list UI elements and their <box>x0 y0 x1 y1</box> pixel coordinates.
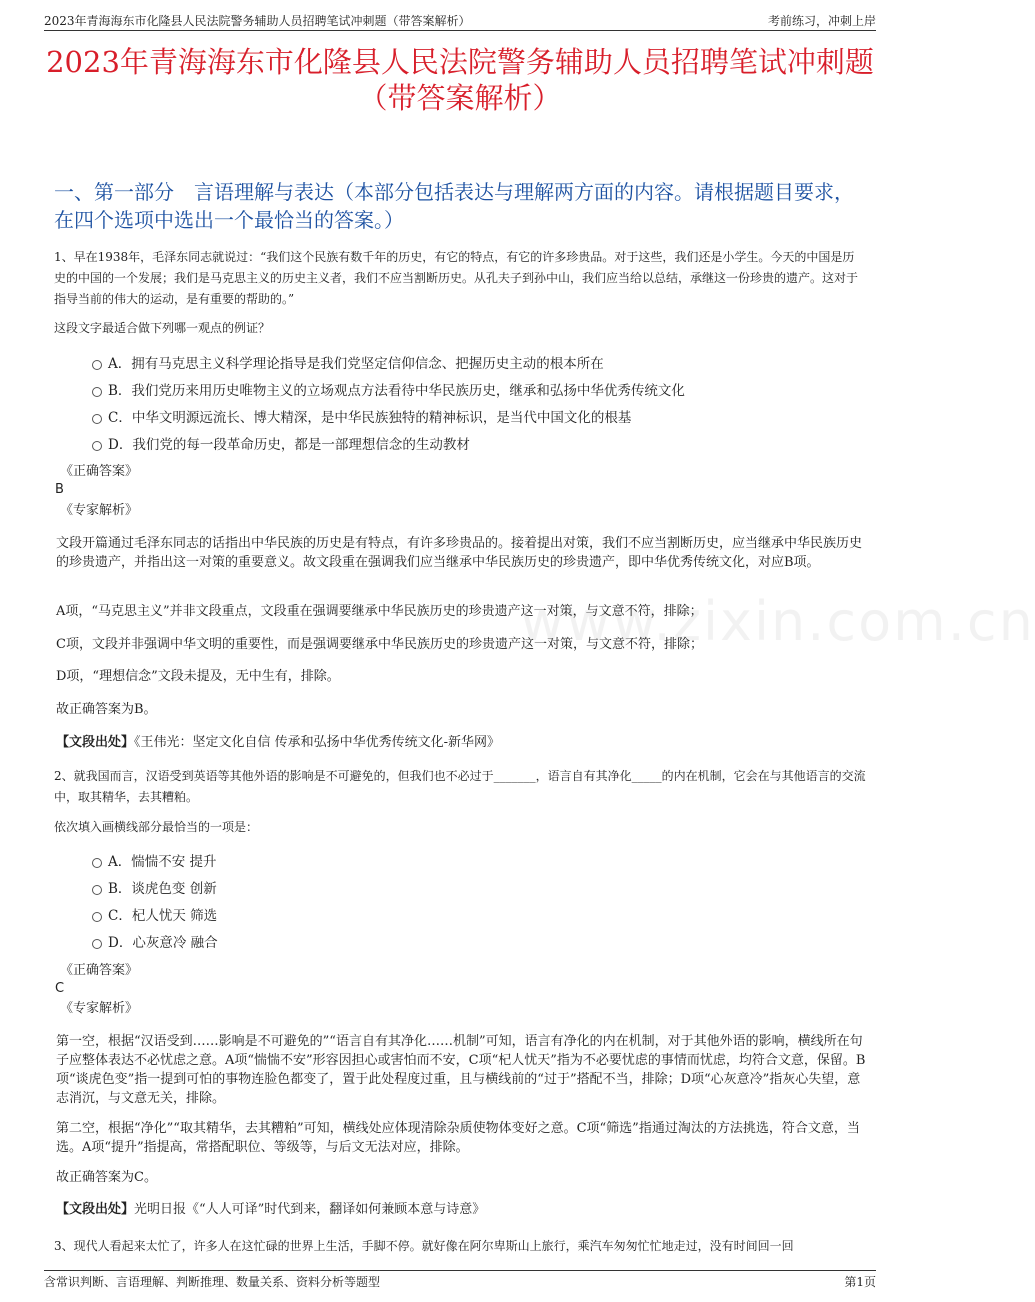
q1-answer: B <box>55 482 64 497</box>
q1-option-a[interactable]: A．拥有马克思主义科学理论指导是我们党坚定信仰信念、把握历史主动的根本所在 <box>92 355 604 373</box>
q1-explain-label: 《专家解析》 <box>60 503 139 518</box>
q1-explain-1: 文段开篇通过毛泽东同志的话指出中华民族的历史是有特点，有许多珍贵品的。接着提出对策，我们不应当割断历史，应当继承中华民族历史的珍贵遗产，并指出这一对策的重要意义。故文段重在强调我们应当继承中华民族历史的珍贵遗产，即中华优秀传统文化，对应B项。 <box>56 536 863 570</box>
q2-option-c[interactable]: C．杞人忧天 筛选 <box>92 907 217 925</box>
q1-explain-2: A项，“马克思主义”并非文段重点，文段重在强调要继承中华民族历史的珍贵遗产这一对策，与文意不符，排除； <box>56 604 703 619</box>
radio-icon[interactable] <box>92 387 102 397</box>
q1-explain-5: 故正确答案为B。 <box>56 702 157 717</box>
q1-option-c[interactable]: C．中华文明源远流长、博大精深，是中华民族独特的精神标识，是当代中国文化的根基 <box>92 409 631 427</box>
q2-stem: 2、就我国而言，汉语受到英语等其他外语的影响是不可避免的，但我们也不必过于_______，语言自有其净化_____的内在机制，它会在与其他语言的交流中，取其精华，去其糟粕。 <box>54 769 866 804</box>
page-header <box>44 12 876 31</box>
q1-explain-4: D项，“理想信念”文段未提及，无中生有，排除。 <box>56 669 340 684</box>
header-slogan: 考前练习，冲刺上岸 <box>767 14 876 28</box>
q3-stem: 3、现代人看起来太忙了，许多人在这忙碌的世界上生活，手脚不停。就好像在阿尔卑斯山上旅行，乘汽车匆匆忙忙地走过，没有时间回一回 <box>54 1239 794 1253</box>
header-title: 2023年青海海东市化隆县人民法院警务辅助人员招聘笔试冲刺题（带答案解析） <box>44 14 471 28</box>
q2-answer-label: 《正确答案》 <box>60 963 139 978</box>
radio-icon[interactable] <box>92 912 102 922</box>
q2-option-b[interactable]: B．谈虎色变 创新 <box>92 880 217 898</box>
q2-explain-1: 第一空，根据“汉语受到……影响是不可避免的”“语言自有其净化……机制”可知，语言有净化的内在机制，对于其他外语的影响，横线所在句子应整体表达不必忧虑之意。A项“惴惴不安”形容因担心或害怕而不安，C项“杞人忧天”指为不必要忧虑的事情而忧虑，均符合文意，保留。B项“谈虎色变”指一提到可怕的事物连脸色都变了，置于此处程度过重，且与横线前的“过于”搭配不当，排除；D项“心灰意冷”指灰心失望，意志消沉，与文意无关，排除。 <box>56 1034 866 1106</box>
q1-source: 【文段出处】《王伟光：坚定文化自信 传承和弘扬中华优秀传统文化-新华网》 <box>56 735 501 750</box>
page-number: 第1页 <box>844 1275 876 1289</box>
q2-explain-3: 故正确答案为C。 <box>56 1170 157 1185</box>
q1-ask: 这段文字最适合做下列哪一观点的例证？ <box>54 321 271 335</box>
radio-icon[interactable] <box>92 441 102 451</box>
q2-ask: 依次填入画横线部分最恰当的一项是： <box>54 820 259 834</box>
radio-icon[interactable] <box>92 885 102 895</box>
watermark: www.zixin.com.cn <box>520 590 1035 653</box>
footer-note: 含常识判断、言语理解、判断推理、数量关系、资料分析等题型 <box>44 1275 381 1289</box>
page-title: 2023年青海海东市化隆县人民法院警务辅助人员招聘笔试冲刺题（带答案解析） <box>46 45 874 115</box>
q1-explain-3: C项，文段并非强调中华文明的重要性，而是强调要继承中华民族历史的珍贵遗产这一对策，与文意不符，排除； <box>56 637 703 652</box>
q1-option-d[interactable]: D．我们党的每一段革命历史，都是一部理想信念的生动教材 <box>92 436 470 454</box>
q1-option-b[interactable]: B．我们党历来用历史唯物主义的立场观点方法看待中华民族历史，继承和弘扬中华优秀传统文化 <box>92 382 685 400</box>
q2-option-a[interactable]: A．惴惴不安 提升 <box>92 853 217 871</box>
page-footer <box>44 1270 876 1290</box>
radio-icon[interactable] <box>92 414 102 424</box>
q2-explain-label: 《专家解析》 <box>60 1001 139 1016</box>
q2-answer: C <box>55 981 65 996</box>
q1-answer-label: 《正确答案》 <box>60 464 139 479</box>
radio-icon[interactable] <box>92 360 102 370</box>
q1-stem: 1、早在1938年，毛泽东同志就说过：“我们这个民族有数千年的历史，有它的特点，有它的许多珍贵品。对于这些，我们还是小学生。今天的中国是历史的中国的一个发展；我们是马克思主义的历史主义者，我们不应当割断历史。从孔夫子到孙中山，我们应当给以总结，承继这一份珍贵的遗产。这对于指导当前的伟大的运动，是有重要的帮助的。” <box>54 250 859 306</box>
radio-icon[interactable] <box>92 858 102 868</box>
section-heading: 一、第一部分 言语理解与表达（本部分包括表达与理解两方面的内容。请根据题目要求，在四个选项中选出一个最恰当的答案。） <box>54 180 854 232</box>
q2-source: 【文段出处】光明日报《“人人可译”时代到来，翻译如何兼顾本意与诗意》 <box>56 1202 486 1217</box>
q2-option-d[interactable]: D．心灰意冷 融合 <box>92 934 218 952</box>
radio-icon[interactable] <box>92 939 102 949</box>
q2-explain-2: 第二空，根据“净化”“取其精华，去其糟粕”可知，横线处应体现清除杂质使物体变好之意。C项“筛选”指通过淘汰的方法挑选，符合文意，当选。A项“提升”指提高，常搭配职位、等级等，与后文无法对应，排除。 <box>56 1121 860 1155</box>
